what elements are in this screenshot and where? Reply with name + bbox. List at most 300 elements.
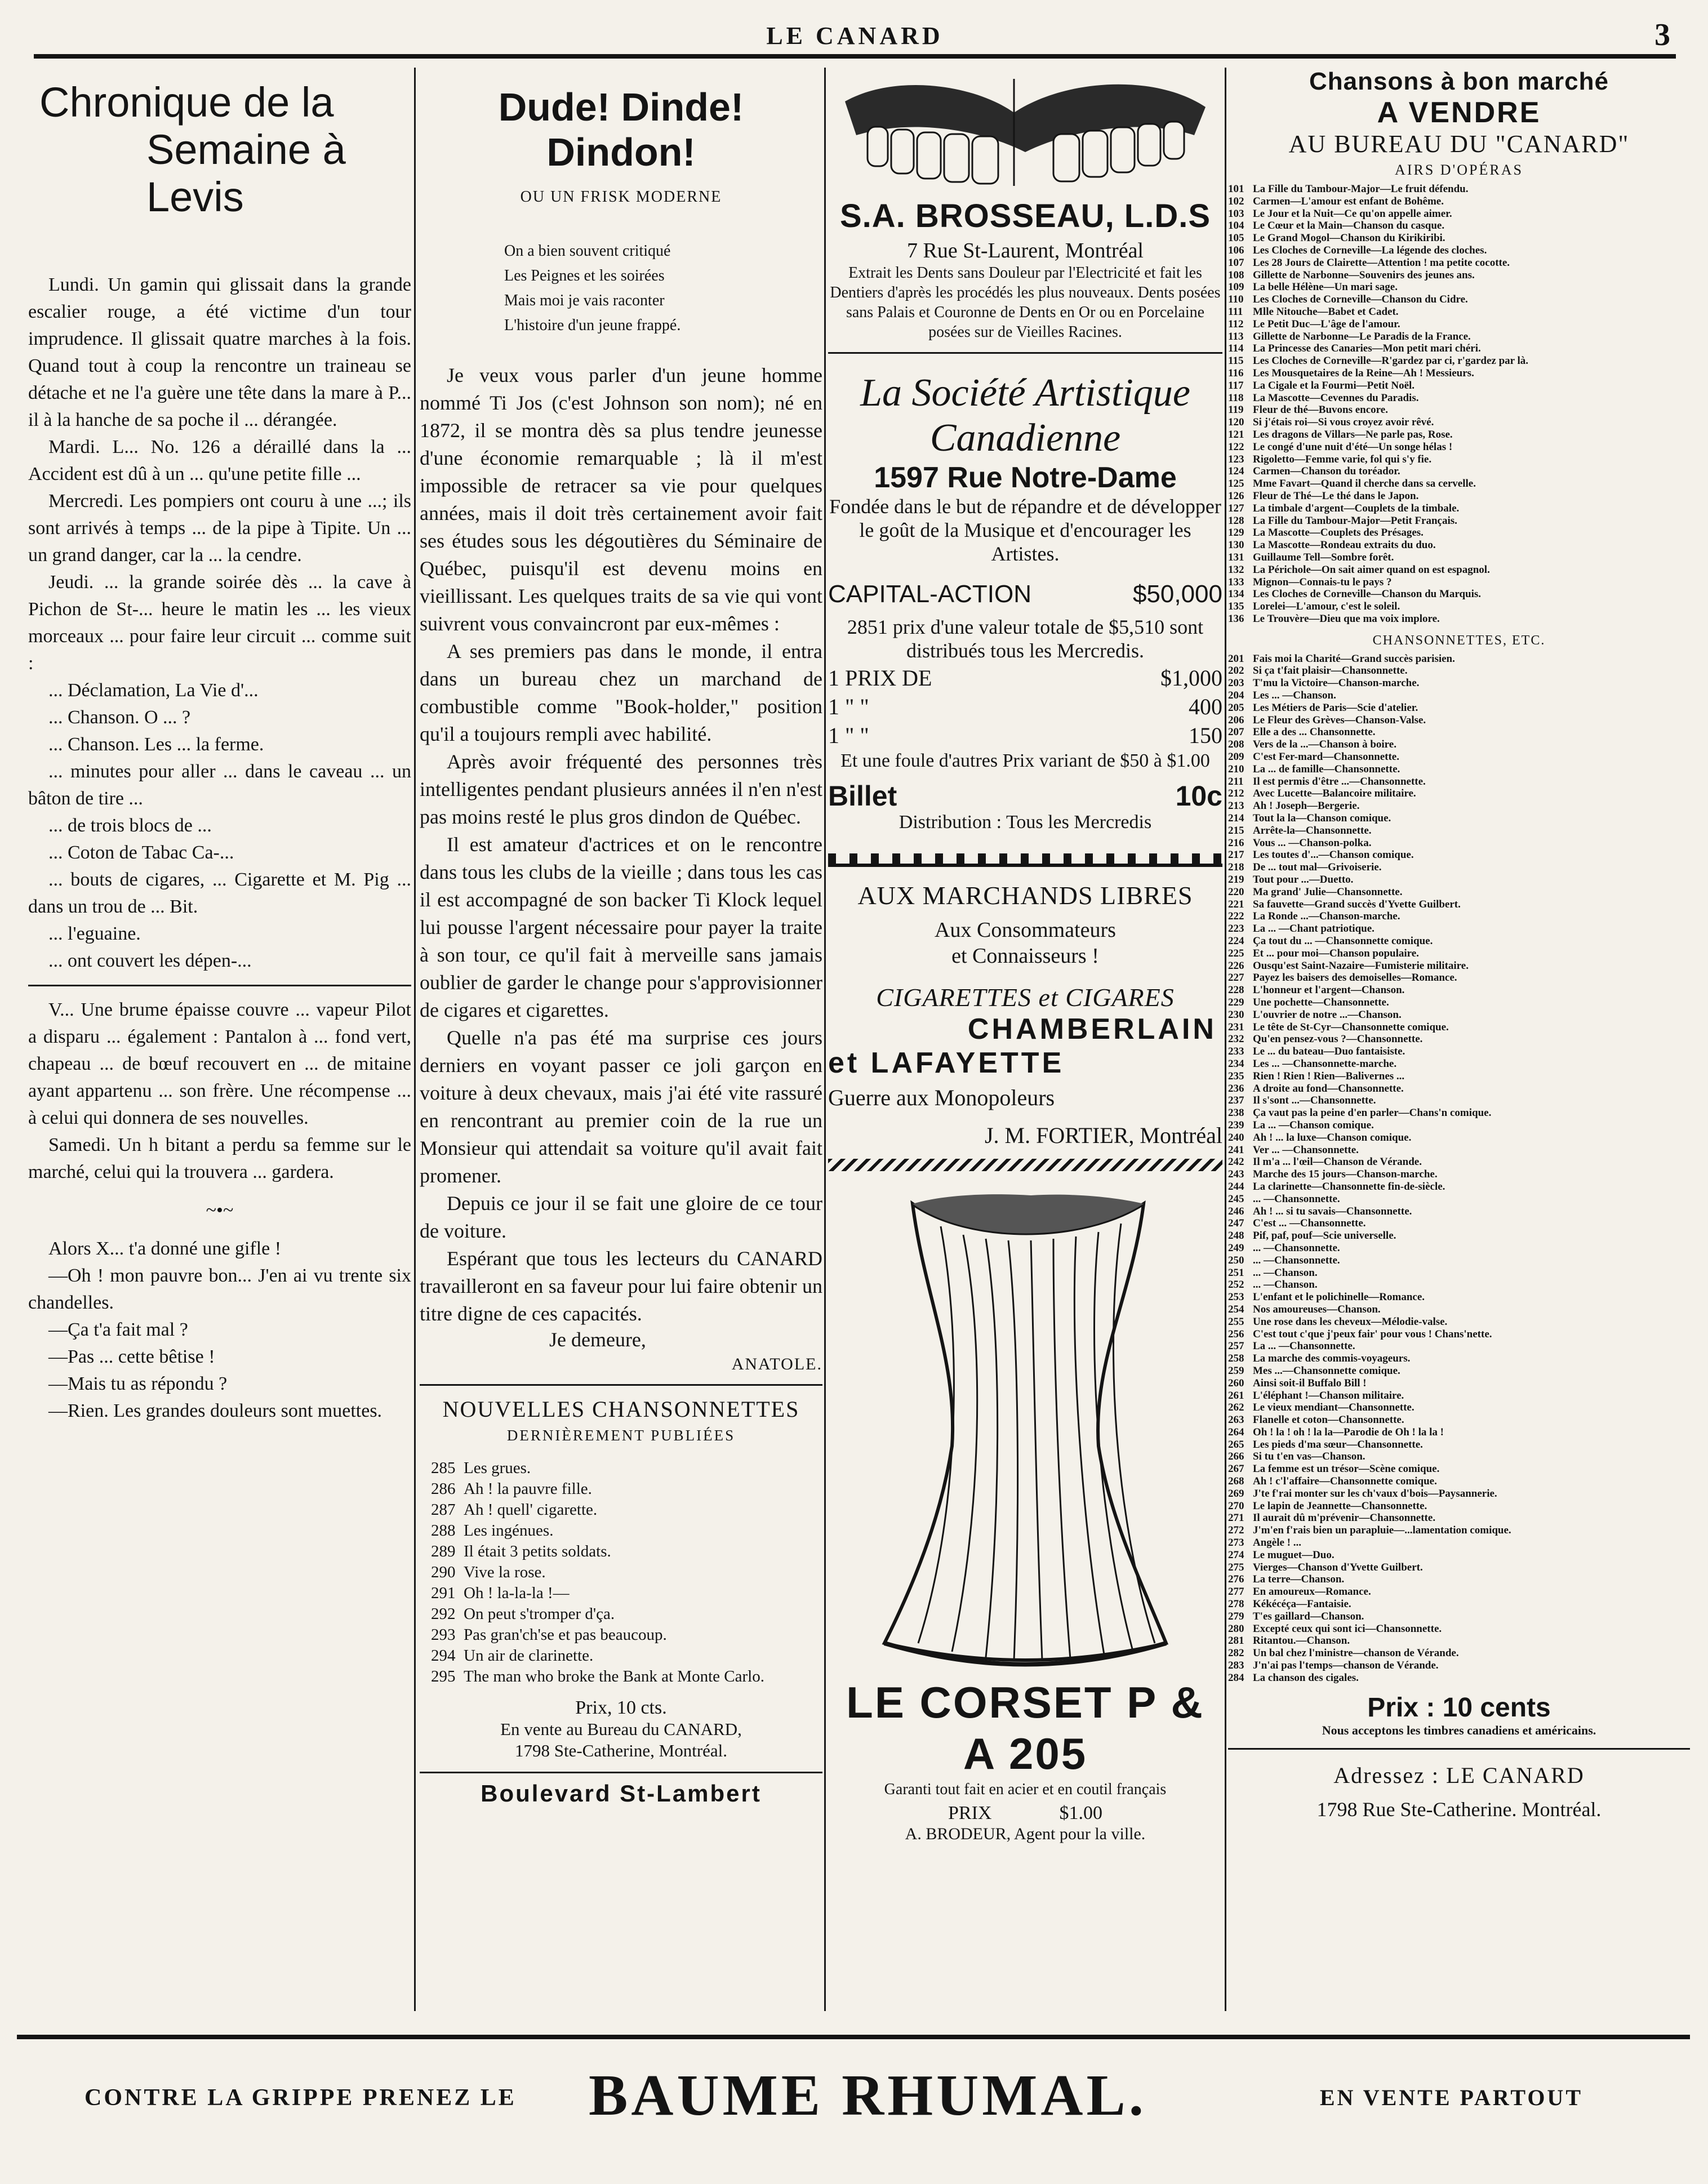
item-title: Les Cloches de Corneville—Chanson du Marquis.: [1253, 588, 1482, 601]
item-title: La Mascotte—Rondeau extraits du duo.: [1253, 539, 1436, 551]
brand-chamberlain: CHAMBERLAIN: [967, 1013, 1217, 1046]
corset-price-label: PRIX: [948, 1803, 992, 1823]
item-number: 216: [1228, 837, 1244, 849]
item-title: Ritantou.—Chanson.: [1253, 1635, 1350, 1647]
list-item: [1228, 1402, 1690, 1414]
item-number: 114: [1228, 342, 1244, 355]
list-item: [1228, 195, 1690, 208]
list-item: [1228, 1439, 1690, 1451]
item-number: 250: [1228, 1254, 1244, 1266]
item-title: Il est permis d'être ...—Chansonnette.: [1253, 775, 1426, 788]
item-number: 224: [1228, 935, 1244, 948]
item-number: 259: [1228, 1364, 1244, 1377]
item-number: 129: [1228, 527, 1244, 539]
list-item: [1228, 183, 1690, 195]
item-number: 110: [1228, 293, 1244, 306]
paragraph: ... Chanson. Les ... la ferme.: [48, 734, 264, 755]
item-number: 290: [431, 1563, 456, 1581]
list-item: [1228, 1255, 1690, 1267]
chronique-text: [28, 272, 411, 1425]
list-item: [1228, 244, 1690, 257]
page-number: 3: [1654, 17, 1670, 52]
list-item: [1228, 1021, 1690, 1034]
item-number: 251: [1228, 1266, 1244, 1279]
item-title: La Mascotte—Couplets des Présages.: [1253, 527, 1424, 539]
item-number: 220: [1228, 886, 1244, 898]
item-number: 211: [1228, 775, 1244, 788]
billet-value: 10c: [1175, 780, 1222, 812]
item-title: Oh ! la ! oh ! la la—Parodie de Oh ! la la !: [1253, 1426, 1444, 1438]
marchands-line2: et Connaisseurs !: [951, 944, 1099, 968]
item-title: La Fille du Tambour-Major—Le fruit défendu.: [1253, 183, 1469, 195]
list-item: [1228, 232, 1690, 244]
corset-title: LE CORSET P & A 205: [846, 1678, 1204, 1778]
list-item: [1228, 812, 1690, 825]
item-title: Le Trouvère—Dieu que ma voix implore.: [1253, 612, 1440, 625]
item-number: 128: [1228, 514, 1244, 527]
item-number: 104: [1228, 220, 1244, 232]
list-item: [1228, 1083, 1690, 1095]
item-number: 210: [1228, 763, 1244, 775]
item-number: 202: [1228, 665, 1244, 677]
fortier-line: J. M. FORTIER, Montréal: [984, 1123, 1222, 1148]
item-number: 132: [1228, 563, 1244, 576]
list-item: [1228, 527, 1690, 539]
list-item: [1228, 441, 1690, 453]
paragraph: Lundi. Un gamin qui glissait dans la grande escalier rouge, a été victime d'un tour imprudence. Il glissait quatre marches à la fois. Quand tout à coup la rencontre un traineau se détache et ne l'a guère une tête dans la mare à P... il à la hanche de sa poche il ... dérangée.: [28, 274, 411, 430]
item-title: Rigoletto—Femme varie, fol qui s'y fie.: [1253, 453, 1432, 465]
item-number: 206: [1228, 714, 1244, 726]
item-number: 260: [1228, 1377, 1244, 1389]
item-number: 230: [1228, 1008, 1244, 1021]
list-item: [1228, 1009, 1690, 1021]
item-number: 222: [1228, 910, 1244, 923]
list-item: [1228, 269, 1690, 282]
item-number: 254: [1228, 1303, 1244, 1315]
item-number: 275: [1228, 1561, 1244, 1573]
prize-label: 1 PRIX DE: [828, 665, 932, 691]
item-title: La ... —Chansonnette.: [1253, 1340, 1355, 1353]
verse-line: Mais moi je vais raconter: [504, 292, 665, 309]
list-item: [1228, 1070, 1690, 1083]
item-title: Un bal chez l'ministre—chanson de Vérande.: [1253, 1647, 1459, 1660]
section-divider: [1228, 1748, 1690, 1750]
item-title: Une pochette—Chansonnette.: [1253, 997, 1389, 1008]
brand-lafayette: et LAFAYETTE: [828, 1047, 1065, 1079]
list-item: [431, 1562, 822, 1583]
item-title: Elle a des ... Chansonnette.: [1253, 726, 1376, 739]
item-title: L'enfant et le polichinelle—Romance.: [1253, 1291, 1425, 1304]
list-item: [1228, 714, 1690, 727]
list-item: [431, 1541, 822, 1562]
list-item: [1228, 564, 1690, 576]
item-number: 293: [431, 1626, 456, 1644]
item-title: Ça vaut pas la peine d'en parler—Chans'n comique.: [1253, 1107, 1492, 1119]
item-title: Mme Favart—Quand il cherche dans sa cervelle.: [1253, 478, 1476, 490]
paragraph: ... minutes pour aller ... dans le caveau ... un bâton de tire ...: [28, 761, 411, 809]
item-title: Ainsi soit-il Buffalo Bill !: [1253, 1377, 1367, 1389]
monopoleurs-line: Guerre aux Monopoleurs: [828, 1085, 1055, 1110]
page-header: [34, 11, 1676, 56]
item-title: C'est tout c'que j'peux fair' pour vous ! Chans'nette.: [1253, 1328, 1492, 1340]
item-title: Ah ! Joseph—Bergerie.: [1253, 800, 1360, 812]
list-item: [1228, 208, 1690, 220]
list-item: [1228, 923, 1690, 935]
paragraph: Je veux vous parler d'un jeune homme nommé Ti Jos (c'est Johnson son nom); né en 1872, il se montra dès sa plus tendre jeunesse d'une économie remarquable ; là il m'est impossible de retracer sa vie pour quelques années, mais il doit très certainement avoir fait ses études sous les dégoutières du Séminaire de Québec, puisqu'il est devenu moins en vieillissant. Les quelques traits de sa vie qui vont suivrent vous convaincront par eux-mêmes :: [420, 364, 822, 635]
item-number: 277: [1228, 1586, 1244, 1598]
item-number: 252: [1228, 1279, 1244, 1291]
chronique-title-line2: Semaine à Levis: [146, 126, 346, 220]
list-item: [1228, 1500, 1690, 1513]
list-item: [1228, 665, 1690, 677]
list-item: [1228, 1144, 1690, 1157]
list-item: [1228, 1598, 1690, 1611]
item-number: 268: [1228, 1475, 1244, 1488]
list-item: [1228, 1390, 1690, 1402]
item-number: 239: [1228, 1119, 1244, 1131]
marchands-title: AUX MARCHANDS LIBRES: [857, 881, 1193, 910]
item-number: 226: [1228, 959, 1244, 972]
list-item: [431, 1625, 822, 1645]
item-number: 207: [1228, 726, 1244, 739]
item-title: Mlle Nitouche—Babet et Cadet.: [1253, 305, 1399, 318]
item-number: 124: [1228, 465, 1244, 478]
list-item: [1228, 551, 1690, 564]
list-item: [1228, 281, 1690, 293]
item-title: Ah ! ... la luxe—Chanson comique.: [1253, 1131, 1412, 1144]
item-title: Les pieds d'ma sœur—Chansonnette.: [1253, 1438, 1423, 1451]
item-number: 115: [1228, 355, 1244, 367]
paragraph: ... Coton de Tabac Ca-...: [48, 842, 234, 863]
list-item: [1228, 1316, 1690, 1328]
item-title: Les ... —Chansonnette-marche.: [1253, 1057, 1397, 1070]
paragraph: ... de trois blocs de ...: [48, 815, 212, 836]
list-item: [1228, 1206, 1690, 1218]
item-title: Payez les baisers des demoiselles—Romance.: [1253, 972, 1457, 984]
signature: ANATOLE.: [731, 1355, 822, 1373]
list-item: [1228, 490, 1690, 502]
item-title: Ousqu'est Saint-Nazaire—Fumisterie militaire.: [1253, 959, 1469, 972]
item-number: 215: [1228, 824, 1244, 837]
item-title: Les 28 Jours de Clairette—Attention ! ma petite cocotte.: [1253, 256, 1510, 269]
item-number: 271: [1228, 1512, 1244, 1524]
societe-title-line2: Canadienne: [929, 416, 1121, 460]
item-number: 134: [1228, 588, 1244, 601]
item-number: 238: [1228, 1107, 1244, 1119]
prize-value: $1,000: [1160, 665, 1222, 691]
item-number: 122: [1228, 441, 1244, 453]
list-item: [1228, 960, 1690, 972]
nouvelles-sale-line1: En vente au Bureau du CANARD,: [500, 1719, 742, 1739]
dude-subtitle: OU UN FRISK MODERNE: [520, 188, 722, 206]
list-item: [1228, 1611, 1690, 1623]
item-number: 205: [1228, 701, 1244, 714]
item-number: 118: [1228, 392, 1244, 404]
item-number: 117: [1228, 379, 1244, 392]
item-title: Oh ! la-la-la !—: [464, 1584, 570, 1602]
list-item: [1228, 874, 1690, 886]
item-title: Les grues.: [464, 1459, 531, 1477]
item-title: Si ça t'fait plaisir—Chansonnette.: [1253, 665, 1408, 677]
list-item: [1228, 1095, 1690, 1107]
item-number: 249: [1228, 1242, 1244, 1254]
item-number: 108: [1228, 269, 1244, 281]
item-title: La belle Hélène—Un mari sage.: [1253, 281, 1398, 293]
boulevard-heading: Boulevard St-Lambert: [420, 1772, 822, 1807]
list-item: [1228, 1451, 1690, 1463]
item-title: Flanelle et coton—Chansonnette.: [1253, 1414, 1404, 1426]
item-title: Le Fleur des Grèves—Chanson-Valse.: [1253, 714, 1426, 726]
nouvelles-title: NOUVELLES CHANSONNETTES: [442, 1396, 800, 1422]
item-number: 284: [1228, 1671, 1244, 1684]
list-item: [1228, 1033, 1690, 1046]
item-title: Les ... —Chanson.: [1253, 690, 1336, 702]
item-number: 262: [1228, 1402, 1244, 1414]
list-item: [1228, 751, 1690, 763]
verse-line: On a bien souvent critiqué: [504, 242, 671, 260]
item-title: On peut s'tromper d'ça.: [464, 1605, 615, 1623]
item-title: Les Cloches de Corneville—La légende des cloches.: [1253, 244, 1487, 256]
item-title: Il aurait dû m'prévenir—Chansonnette.: [1253, 1512, 1436, 1524]
item-title: Kékécéça—Fantaisie.: [1253, 1598, 1351, 1611]
list-item: [1228, 1475, 1690, 1488]
item-title: Sa fauvette—Grand succès d'Yvette Guilbert.: [1253, 898, 1461, 910]
item-number: 107: [1228, 256, 1244, 269]
item-title: Le muguet—Duo.: [1253, 1549, 1335, 1561]
item-title: Avec Lucette—Balancoire militaire.: [1253, 788, 1416, 800]
item-number: 225: [1228, 947, 1244, 959]
item-title: La Périchole—On sait aimer quand on est espagnol.: [1253, 563, 1490, 576]
brosseau-name: S.A. BROSSEAU, L.D.S: [839, 198, 1211, 234]
item-title: Vierges—Chanson d'Yvette Guilbert.: [1253, 1561, 1423, 1573]
list-item: [1228, 1524, 1690, 1537]
item-title: La Mascotte—Cevennes du Paradis.: [1253, 392, 1419, 404]
list-item: [1228, 429, 1690, 441]
chronique-title-line1: Chronique de la: [39, 79, 334, 126]
item-number: 279: [1228, 1610, 1244, 1622]
item-title: ... —Chanson.: [1253, 1266, 1318, 1279]
item-title: Ver ... —Chansonnette.: [1253, 1144, 1359, 1156]
list-item: [1228, 342, 1690, 355]
chronique-column: [28, 68, 411, 2015]
cigarettes-heading: CIGARETTES et CIGARES: [876, 983, 1175, 1012]
prize-label: 1 " ": [828, 723, 869, 748]
item-title: Vive la rose.: [464, 1563, 546, 1581]
capital-row: [828, 580, 1222, 608]
item-title: Ah ! c'l'affaire—Chansonnette comique.: [1253, 1475, 1437, 1488]
list-item: [1228, 1279, 1690, 1291]
item-number: 278: [1228, 1598, 1244, 1611]
item-number: 127: [1228, 502, 1244, 514]
item-number: 228: [1228, 984, 1244, 997]
list-item: [1228, 367, 1690, 380]
column-rule: [414, 68, 416, 2011]
paragraph: Il est amateur d'actrices et on le rencontre dans tous les clubs de la vieille ; dans tous les cas il est accompagné de son backer Ti Klock lequel lui pousse l'argent nécessaire pour payer la traite à son tour, ce qu'il fait à merveille sans jamais oublier de garder le change pour s'approvisionner de cigares et cigarettes.: [420, 833, 822, 1021]
paragraph: V... Une brume épaisse couvre ... vapeur Pilot a disparu ... également : Pantalon à ... fond vert, chapeau ... de bœuf recouvert en ... de mitaine ayant appartenu ... son frère. Une récompense ... à celui qui donnera de ses nouvelles.: [28, 999, 411, 1128]
footer-right-text: EN VENTE PARTOUT: [1319, 2085, 1583, 2110]
dialogue-line: Alors X... t'a donné une gifle !: [48, 1238, 282, 1259]
item-title: Le tête de St-Cyr—Chansonnette comique.: [1253, 1021, 1449, 1033]
item-title: La ... de famille—Chansonnette.: [1253, 763, 1400, 775]
item-title: Les ingénues.: [464, 1522, 554, 1540]
item-number: 105: [1228, 232, 1244, 244]
list-item: [1228, 588, 1690, 601]
item-number: 227: [1228, 972, 1244, 984]
item-title: J'm'en f'rais bien un parapluie—...lamentation comique.: [1253, 1524, 1511, 1537]
item-title: ... —Chansonnette.: [1253, 1242, 1340, 1254]
item-title: Carmen—Chanson du toréador.: [1253, 465, 1400, 478]
paragraph: ... Déclamation, La Vie d'...: [48, 680, 259, 701]
item-title: Fleur de thé—Buvons encore.: [1253, 404, 1388, 416]
item-number: 113: [1228, 330, 1244, 342]
item-title: Il s'sont ...—Chansonnette.: [1253, 1095, 1376, 1107]
dentures-illustration: [828, 68, 1222, 197]
item-number: 243: [1228, 1168, 1244, 1181]
item-title: C'est ... —Chansonnette.: [1253, 1217, 1366, 1230]
list-item: [1228, 1291, 1690, 1304]
list-item: [1228, 613, 1690, 625]
item-title: Les dragons de Villars—Ne parle pas, Rose.: [1253, 428, 1453, 441]
item-number: 242: [1228, 1156, 1244, 1168]
item-title: La chanson des cigales.: [1253, 1671, 1359, 1684]
item-number: 101: [1228, 183, 1244, 195]
paragraph: Quelle n'a pas été ma surprise ces jours derniers en voyant passer ce joli garçon en voiture à deux chevaux, mais j'ai été vite rassuré en rencontrant au premier coin de la rue un Monsieur qui attendait sa voiture qu'il avait fait promener.: [420, 1026, 822, 1187]
item-number: 119: [1228, 404, 1244, 416]
brosseau-address: 7 Rue St-Laurent, Montréal: [906, 239, 1144, 263]
list-item: [1228, 478, 1690, 490]
paragraph: Espérant que tous les lecteurs du CANARD travailleront en sa faveur pour lui faire obtenir un titre digne de ces capacités.: [420, 1247, 822, 1325]
item-title: Il m'a ... l'œil—Chanson de Vérande.: [1253, 1156, 1422, 1168]
item-number: 204: [1228, 690, 1244, 702]
billet-label: Billet: [828, 780, 897, 812]
a-vendre-title: A VENDRE: [1377, 96, 1541, 129]
item-title: Qu'en pensez-vous ?—Chansonnette.: [1253, 1033, 1423, 1046]
chansons-column: [1228, 68, 1690, 2015]
item-number: 121: [1228, 428, 1244, 441]
nouvelles-subtitle: DERNIÈREMENT PUBLIÉES: [506, 1427, 736, 1444]
item-number: 236: [1228, 1082, 1244, 1095]
bureau-title: AU BUREAU DU "CANARD": [1288, 130, 1630, 158]
nouvelles-list: [431, 1458, 822, 1687]
list-item: [1228, 886, 1690, 898]
item-number: 285: [431, 1459, 456, 1477]
item-title: Le congé d'une nuit d'été—Un songe hélas !: [1253, 441, 1453, 453]
item-number: 274: [1228, 1549, 1244, 1561]
item-number: 136: [1228, 612, 1244, 625]
distribution: Distribution : Tous les Mercredis: [899, 812, 1152, 833]
chansons-title: Chansons à bon marché: [1309, 68, 1609, 95]
item-title: Le Cœur et la Main—Chanson du casque.: [1253, 220, 1445, 232]
item-title: La ... —Chant patriotique.: [1253, 923, 1375, 935]
item-number: 267: [1228, 1463, 1244, 1475]
item-title: Si j'étais roi—Si vous croyez avoir rêvé.: [1253, 416, 1434, 429]
item-number: 217: [1228, 849, 1244, 861]
section-divider: [420, 1384, 822, 1386]
corset-agent: A. BRODEUR, Agent pour la ville.: [905, 1825, 1146, 1843]
item-number: 234: [1228, 1057, 1244, 1070]
item-title: ... —Chanson.: [1253, 1279, 1318, 1291]
list-item: [1228, 825, 1690, 837]
marchands-line1: Aux Consommateurs: [935, 918, 1116, 942]
item-number: 283: [1228, 1660, 1244, 1672]
nouvelles-sale-line2: 1798 Ste-Catherine, Montréal.: [514, 1741, 728, 1760]
list-item: [1228, 515, 1690, 527]
paragraph: Après avoir fréquenté des personnes très intelligentes pendant plusieurs années il n'en n'est pas moins resté le plus gros dindon de Québec.: [420, 750, 822, 828]
list-item: [431, 1479, 822, 1500]
paragraph: ... bouts de cigares, ... Cigarette et M. Pig ... dans un trou de ... Bit.: [28, 869, 411, 917]
societe-title-line1: La Société Artistique: [860, 371, 1190, 415]
footer-rule: [17, 2035, 1690, 2039]
item-number: 120: [1228, 416, 1244, 429]
item-number: 209: [1228, 751, 1244, 763]
item-title: La marche des commis-voyageurs.: [1253, 1353, 1411, 1365]
item-number: 264: [1228, 1426, 1244, 1438]
item-number: 125: [1228, 478, 1244, 490]
ornamental-border: [828, 1159, 1222, 1171]
item-number: 246: [1228, 1205, 1244, 1217]
item-title: T'mu la Victoire—Chanson-marche.: [1253, 677, 1420, 690]
item-number: 208: [1228, 739, 1244, 751]
list-item: [1228, 997, 1690, 1009]
list-item: [1228, 837, 1690, 849]
list-item: [1228, 318, 1690, 331]
item-number: 131: [1228, 551, 1244, 563]
societe-description: Fondée dans le but de répandre et de développer le goût de la Musique et d'encourager les Artistes.: [829, 495, 1221, 565]
item-number: 289: [431, 1542, 456, 1560]
item-title: Une rose dans les cheveux—Mélodie-valse.: [1253, 1315, 1448, 1328]
dialogue-line: —Pas ... cette bêtise !: [48, 1346, 215, 1367]
list-item: [1228, 1132, 1690, 1144]
column-rule: [824, 68, 826, 2011]
item-title: Marche des 15 jours—Chanson-marche.: [1253, 1168, 1438, 1181]
masthead: LE CANARD: [766, 22, 944, 50]
list-item: [431, 1583, 822, 1604]
capital-value: $50,000: [1132, 580, 1222, 608]
dude-column: [420, 68, 822, 2015]
list-item: [1228, 763, 1690, 776]
item-title: Lorelei—L'amour, c'est le soleil.: [1253, 601, 1400, 613]
stamps-note: Nous acceptons les timbres canadiens et américains.: [1322, 1723, 1596, 1737]
corset-subtitle: Garanti tout fait en acier et en coutil français: [884, 1781, 1167, 1798]
list-item: [1228, 849, 1690, 861]
list-item: [1228, 404, 1690, 416]
item-title: Gillette de Narbonne—Le Paradis de la France.: [1253, 330, 1471, 342]
item-title: Le vieux mendiant—Chansonnette.: [1253, 1402, 1415, 1414]
list-item: [1228, 293, 1690, 306]
list-item: [1228, 800, 1690, 812]
item-title: Le Jour et la Nuit—Ce qu'on appelle aimer.: [1253, 207, 1452, 220]
list-item: [1228, 1549, 1690, 1562]
list-item: [1228, 984, 1690, 997]
item-number: 126: [1228, 490, 1244, 502]
list-item: [1228, 1573, 1690, 1586]
address-line1: Adressez : LE CANARD: [1333, 1762, 1585, 1788]
item-number: 281: [1228, 1635, 1244, 1647]
item-title: Fleur de Thé—Le thé dans le Japon.: [1253, 490, 1419, 502]
item-title: C'est Fer-mard—Chansonnette.: [1253, 751, 1399, 763]
list-item: [1228, 776, 1690, 788]
item-number: 286: [431, 1480, 456, 1498]
item-title: L'honneur et l'argent—Chanson.: [1253, 984, 1405, 997]
item-number: 233: [1228, 1046, 1244, 1058]
list-item: [1228, 1647, 1690, 1660]
item-title: ... —Chansonnette.: [1253, 1193, 1340, 1205]
list-item: [1228, 1672, 1690, 1684]
list-item: [1228, 1328, 1690, 1341]
list-item: [1228, 1058, 1690, 1070]
paragraph: ... l'eguaine.: [48, 923, 141, 944]
item-title: Guillaume Tell—Sombre forêt.: [1253, 551, 1394, 563]
